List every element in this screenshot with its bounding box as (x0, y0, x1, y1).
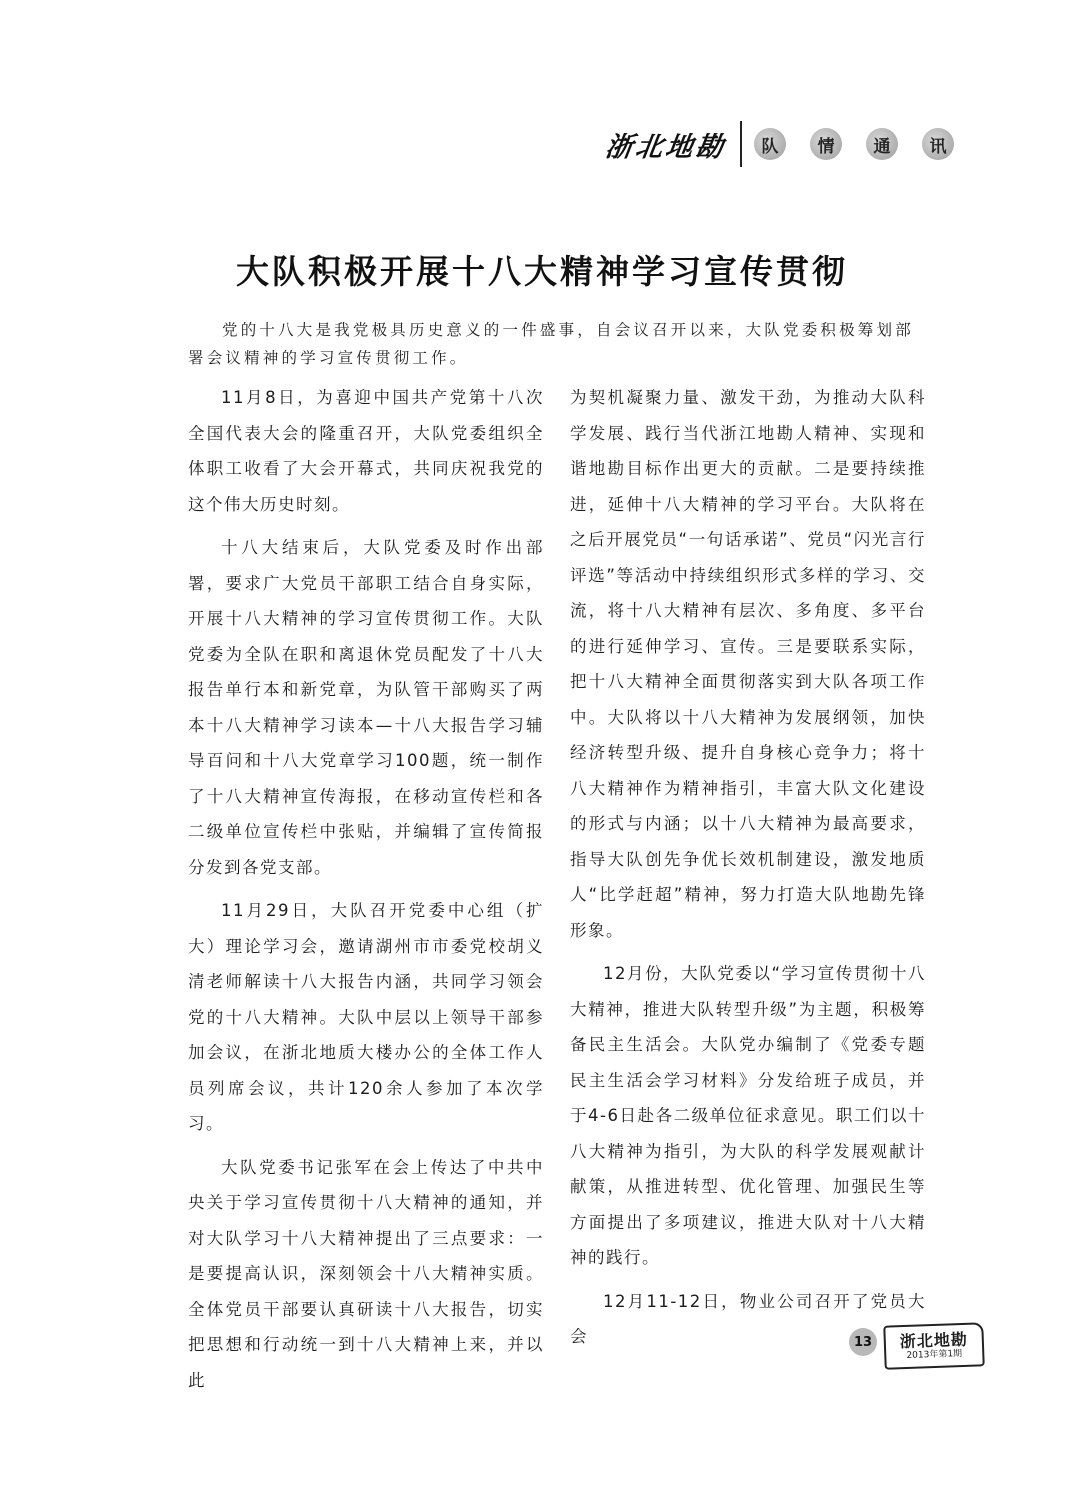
right-column (570, 380, 926, 1363)
paragraph: 11月8日，为喜迎中国共产党第十八次全国代表大会的隆重召开，大队党委组织全体职工收看了大会开幕式，共同庆祝我党的这个伟大历史时刻。 (188, 388, 544, 514)
left-column (188, 380, 544, 1406)
page-number: 13 (849, 1328, 877, 1356)
paragraph: 为契机凝聚力量、激发干劲，为推动大队科学发展、践行当代浙江地勘人精神、实现和谐地勘目标作出更大的贡献。二是要持续推进，延伸十八大精神的学习平台。大队将在之后开展党员“一句话承诺”、党员“闪光言行评选”等活动中持续组织形式多样的学习、交流，将十八大精神有层次、多角度、多平台的进行延伸学习、宣传。三是要联系实际，把十八大精神全面贯彻落实到大队各项工作中。大队将以十八大精神为发展纲领，加快经济转型升级、提升自身核心竞争力；将十八大精神作为精神指引，丰富大队文化建设的形式与内涵；以十八大精神为最高要求，指导大队创先争优长效机制建设，激发地质人“比学赶超”精神，努力打造大队地勘先锋形象。 (570, 388, 926, 940)
paragraph: 大队党委书记张军在会上传达了中共中央关于学习宣传贯彻十八大精神的通知，并对大队学习十八大精神提出了三点要求：一是要提高认识，深刻领会十八大精神实质。全体党员干部要认真研读十八大报告，切实把思想和行动统一到十八大精神上来，并以此 (188, 1157, 544, 1390)
footer-magazine-badge (883, 1322, 984, 1369)
article-title: 大队积极开展十八大精神学习宣传贯彻 (236, 252, 848, 291)
section-char: 讯 (922, 128, 954, 160)
footer-issue: 2013年第1期 (906, 1348, 963, 1361)
paragraph: 十八大结束后，大队党委及时作出部署，要求广大党员干部职工结合自身实际，开展十八大精神的学习宣传贯彻工作。大队党委为全队在职和离退休党员配发了十八大报告单行本和新党章，为队管干部购买了两本十八大精神学习读本—十八大报告学习辅导百问和十八大党章学习100题，统一制作了十八大精神宣传海报，在移动宣传栏和各二级单位宣传栏中张贴，并编辑了宣传简报分发到各党支部。 (188, 538, 544, 877)
section-char: 通 (866, 128, 898, 160)
page-header (603, 118, 954, 170)
magazine-brand: 浙北地勘 (603, 131, 728, 163)
article-lead: 党的十八大是我党极具历史意义的一件盛事，自会议召开以来，大队党委积极筹划部署会议精神的学习宣传贯彻工作。 (188, 321, 914, 367)
section-name (754, 128, 954, 160)
paragraph: 12月11-12日，物业公司召开了党员大会 (570, 1291, 926, 1346)
paragraph: 11月29日，大队召开党委中心组（扩大）理论学习会，邀请湖州市市委党校胡义清老师解读十八大报告内涵，共同学习领会党的十八大精神。大队中层以上领导干部参加会议，在浙北地质大楼办公的全体工作人员列席会议，共计120余人参加了本次学习。 (188, 901, 544, 1133)
paragraph: 12月份，大队党委以“学习宣传贯彻十八大精神，推进大队转型升级”为主题，积极筹备民主生活会。大队党办编制了《党委专题民主生活会学习材料》分发给班子成员，并于4-6日赴各二级单位征求意见。职工们以十八大精神为指引，为大队的科学发展观献计献策，从推进转型、优化管理、加强民生等方面提出了多项建议，推进大队对十八大精神的践行。 (570, 964, 926, 1267)
section-char: 情 (810, 128, 842, 160)
header-divider (740, 121, 742, 167)
section-char: 队 (754, 128, 786, 160)
footer-brand: 浙北地勘 (899, 1329, 969, 1351)
